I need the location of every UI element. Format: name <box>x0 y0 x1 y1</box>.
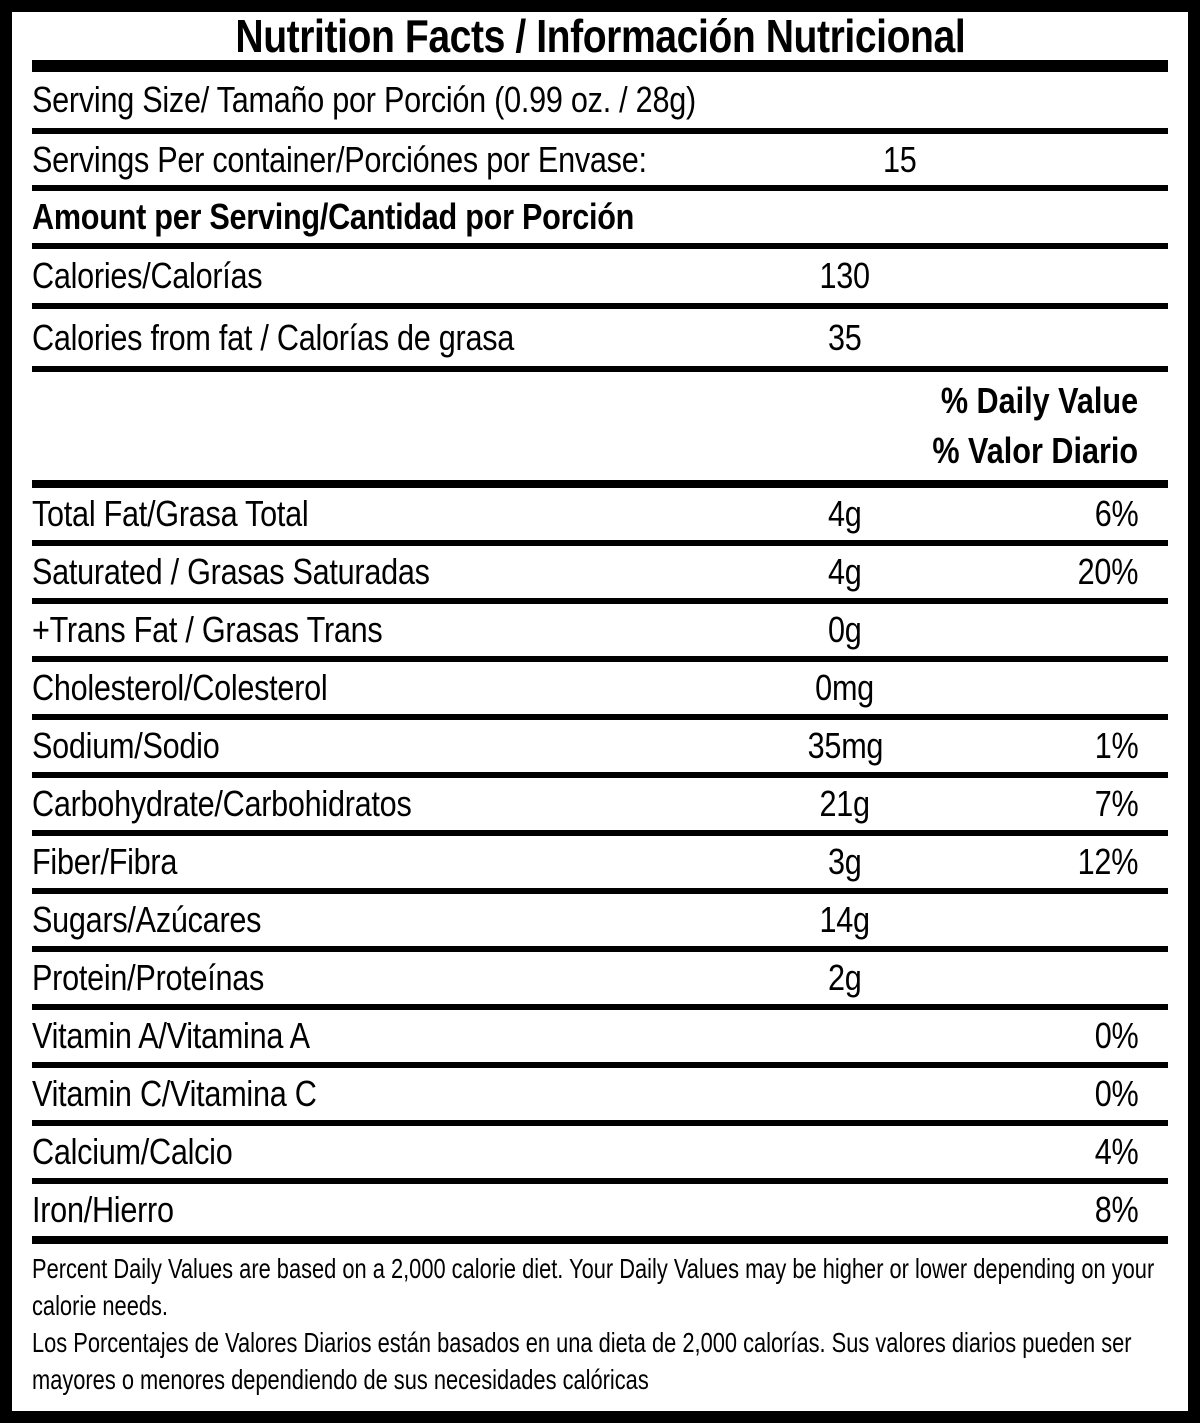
nutrient-row-total-fat: Total Fat/Grasa Total 4g 6% <box>32 488 1168 546</box>
nutrient-row-cholesterol: Cholesterol/Colesterol 0mg <box>32 662 1168 720</box>
daily-value-header-en: % Daily Value <box>940 380 1138 421</box>
row-calories <box>32 249 1168 309</box>
amount-per-serving-heading: Amount per Serving/Cantidad por Porción <box>32 196 635 237</box>
footnote <box>32 1244 1168 1398</box>
serving-size-label-cell: Serving Size/ Tamaño por Porción (0.99 oz. / 28g) <box>32 79 696 120</box>
nutrient-row-saturated-fat: Saturated / Grasas Saturadas 4g 20% <box>32 546 1168 604</box>
footnote-english: Percent Daily Values are based on a 2,000 calorie diet. Your Daily Values may be higher or lower depending on your calorie needs. <box>32 1253 1155 1321</box>
footnote-spanish: Los Porcentajes de Valores Diarios están basados en una dieta de 2,000 calorías. Sus valores diarios pueden ser mayores o menores dependiendo de sus necesidades calóricas <box>32 1327 1132 1395</box>
nutrient-row-carbohydrate: Carbohydrate/Carbohidratos 21g 7% <box>32 778 1168 836</box>
servings-per-container-value: 15 <box>883 138 917 180</box>
nutrient-row-calcium: Calcium/Calcio 4% <box>32 1126 1168 1184</box>
servings-per-container-label-cell: Servings Per container/Porciónes por Envase: <box>32 138 647 180</box>
row-amount-per-serving <box>32 191 1168 249</box>
row-calories-from-fat <box>32 309 1168 372</box>
calories-amount: 130 <box>819 255 871 296</box>
label-title-row <box>32 12 1168 72</box>
row-servings-per-container <box>32 134 1168 191</box>
label-title: Nutrition Facts / Información Nutricional <box>235 10 965 62</box>
nutrient-row-trans-fat: +Trans Fat / Grasas Trans 0g <box>32 604 1168 662</box>
calories-label-cell: Calories/Calorías <box>32 255 263 296</box>
nutrient-row-vitamin-c: Vitamin C/Vitamina C 0% <box>32 1068 1168 1126</box>
daily-value-header <box>32 372 1168 488</box>
nutrient-row-iron: Iron/Hierro 8% <box>32 1184 1168 1244</box>
calories-from-fat-label-cell: Calories from fat / Calorías de grasa <box>32 316 515 358</box>
row-serving-size <box>32 72 1168 134</box>
nutrient-row-vitamin-a: Vitamin A/Vitamina A 0% <box>32 1010 1168 1068</box>
nutrient-row-sugars: Sugars/Azúcares 14g <box>32 894 1168 952</box>
nutrient-row-fiber: Fiber/Fibra 3g 12% <box>32 836 1168 894</box>
daily-value-header-es: % Valor Diario <box>932 430 1138 471</box>
nutrient-row-protein: Protein/Proteínas 2g <box>32 952 1168 1010</box>
calories-from-fat-amount: 35 <box>828 316 862 358</box>
nutrient-row-sodium: Sodium/Sodio 35mg 1% <box>32 720 1168 778</box>
